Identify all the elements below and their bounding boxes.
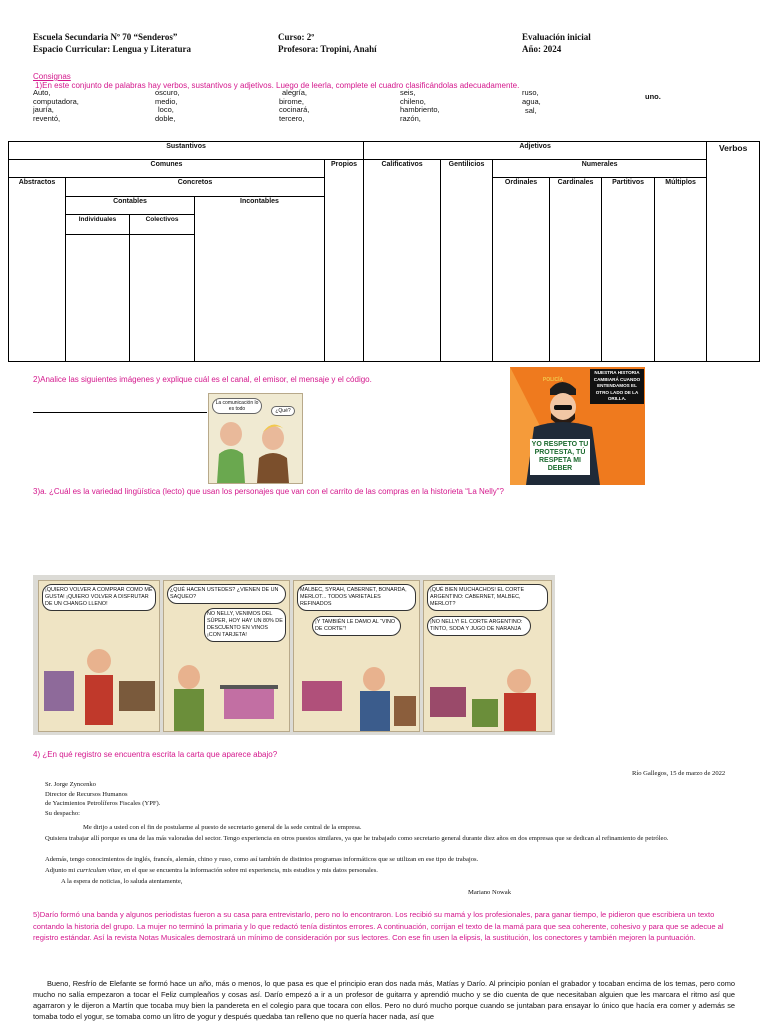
- header-multiplos: Múltiplos: [655, 178, 707, 362]
- header-contables: Contables: [66, 197, 195, 215]
- comic-art: [294, 661, 419, 731]
- word: medio,: [155, 96, 178, 106]
- word: chileno,: [400, 96, 426, 106]
- word-column-2: [155, 89, 180, 123]
- letter-paragraph: Me dirijo a usted con el fin de postularme al puesto de secretario general de la sede central de la empresa.: [83, 824, 362, 831]
- word: uno.: [645, 92, 661, 101]
- subject-name: Espacio Curricular: Lengua y Literatura: [33, 44, 191, 54]
- word: birome,: [279, 96, 305, 106]
- word: oscuro,: [155, 88, 180, 97]
- letter-recipient: [45, 780, 160, 818]
- question-4: 4) ¿En qué registro se encuentra escrita la carta que aparece abajo?: [33, 750, 278, 759]
- word: cocinará,: [279, 105, 310, 114]
- mother-text: Bueno, Resfrío de Elefante se formó hace un año, más o menos, lo que pasa es que el principio eran dos nada más, Matías y Darío. Al principio ponían el grabador y tocaban encima de los temas, pero como mucho no salía empezaron a tocar el Feliz cumpleaños y cosas así. Darío empezó a ir a un profesor de guitarra y aprendió mucho y se dio cuenta de que necesitaban alguien que les marcara el ritmo así que agarraron y le dijeron a Martín que tocaba muy bien la pandereta en el colegio para que tocara con ellos. Pero no duró mucho porque cuando se juntaban para ensayar lo único que hacía era comer y además se tomaba todo el yogur, se tomaba como un litro de yogur y después quedaba tan relleno que no quería hacer nada, así que: [33, 979, 735, 1021]
- comic-art: [39, 631, 159, 731]
- word: ruso,: [522, 88, 539, 97]
- word-column-3: [279, 89, 309, 123]
- letter-paragraph: [45, 866, 378, 876]
- year: Año: 2024: [522, 44, 562, 54]
- comic-panel-1: [38, 580, 160, 732]
- word: tercero,: [279, 113, 305, 123]
- letter-paragraph: Además, tengo conocimientos de inglés, francés, alemán, chino y ruso, como así también de distintos programas informáticos que se utilizan en ese tipo de trabajos.: [45, 856, 479, 863]
- comic-strip: [33, 575, 555, 735]
- word: sal,: [525, 105, 537, 115]
- police-poster: [510, 367, 645, 485]
- recipient-line: Director de Recursos Humanos: [45, 790, 128, 798]
- police-cap-label: POLICÍA: [542, 377, 564, 383]
- question-3: 3)a. ¿Cuál es la variedad lingüística (lecto) que usan los personajes que van con el carrito de las compras en la historieta “La Nelly”?: [33, 487, 504, 496]
- header-gentilicios: Gentilicios: [441, 160, 493, 362]
- question-2: 2)Analice las siguientes imágenes y explique cuál es el canal, el emisor, el mensaje y el código.: [33, 375, 372, 384]
- course: Curso: 2º: [278, 32, 315, 42]
- header-adjetivos: Adjetivos: [364, 142, 707, 160]
- communication-cartoon: [208, 393, 303, 484]
- header-cardinales: Cardinales: [550, 178, 602, 362]
- poster-banner: NUESTRA HISTORIA CAMBIARÁ CUANDO ENTENDAMOS EL OTRO LADO DE LA ORILLA.: [590, 369, 644, 404]
- speech-bubble: ¿QUÉ HACEN USTEDES? ¿VIENEN DE UN SAQUEO?: [167, 584, 286, 604]
- letter-paragraph: Quisiera trabajar allí porque es una de las más valoradas del sector. Tengo experiencia en otros puestos similares, ya que he trabajado como secretario general durante diez años en dos empresas que se dedican al refinamiento de petróleo.: [45, 835, 669, 842]
- recipient-line: de Yacimientos Petrolíferos Fiscales (YPF).: [45, 800, 161, 808]
- comic-panel-2: [163, 580, 290, 732]
- word: jauría,: [33, 105, 54, 114]
- question-1: 1)En este conjunto de palabras hay verbos, sustantivos y adjetivos. Luego de leerla, complete el cuadro clasificándolas adecuadamente.: [35, 81, 520, 90]
- word: razón,: [400, 113, 421, 123]
- school-name: Escuela Secundaria Nº 70 “Senderos”: [33, 32, 178, 42]
- text: , en el que se encuentra la información sobre mi experiencia, mis estudios y mis datos personales.: [120, 867, 378, 874]
- speech-bubble: ¡QUÉ BIEN MUCHACHOS! EL CORTE ARGENTINO: CABERNET, MALBEC, MERLOT?: [427, 584, 548, 611]
- header-comunes: Comunes: [9, 160, 325, 178]
- word: doble,: [155, 113, 176, 123]
- protest-sign: YO RESPETO TU PROTESTA, TÚ RESPETA MI DEBER: [530, 439, 590, 475]
- recipient-line: Sr. Jorge Zyncenko: [45, 781, 96, 788]
- header-propios: Propios: [325, 160, 364, 362]
- word-column-1: [33, 89, 79, 123]
- text: Adjunto mi: [45, 867, 76, 874]
- letter-signature: Mariano Nowak: [468, 889, 512, 896]
- comic-panel-3: [293, 580, 420, 732]
- speech-bubble: ¡QUIERO VOLVER A COMPRAR COMO ME GUSTA! ¡QUIERO VOLVER A DISFRUTAR DE UN CHANGO LLENO!: [42, 584, 156, 611]
- evaluation-title: Evaluación inicial: [522, 32, 591, 42]
- speech-bubble: ¿Qué?: [271, 406, 295, 416]
- header-colectivos: Colectivos: [130, 215, 195, 235]
- speech-bubble: ¡NO NELLY! EL CORTE ARGENTINO: TINTO, SODA Y JUGO DE NARANJA: [427, 616, 531, 636]
- header-sustantivos: Sustantivos: [9, 142, 364, 160]
- answer-line: [33, 412, 207, 413]
- teacher: Profesora: Tropini, Anahí: [278, 44, 377, 54]
- word: loco,: [158, 105, 174, 114]
- cell-individuales[interactable]: [66, 235, 130, 362]
- cell-colectivos[interactable]: [130, 235, 195, 362]
- speech-bubble: ¡Y TAMBIÉN LE DAMO AL “VINO DE CORTE”!: [312, 616, 401, 636]
- speech-bubble: La comunicación lo es todo: [212, 398, 262, 414]
- letter-closing: A la espera de noticias, lo saluda atentamente,: [61, 878, 183, 885]
- word-column-4: [400, 89, 440, 123]
- header-concretos: Concretos: [66, 178, 325, 197]
- word-column-5: [522, 89, 541, 115]
- word: alegría,: [282, 88, 308, 97]
- text: curriculum vitae: [76, 867, 121, 874]
- word: hambriento,: [400, 105, 440, 114]
- word: computadora,: [33, 96, 79, 106]
- classification-table: [8, 141, 760, 362]
- header-incontables: Incontables: [195, 197, 325, 362]
- header-abstractos: Abstractos: [9, 178, 66, 362]
- header-individuales: Individuales: [66, 215, 130, 235]
- comic-art: [164, 659, 289, 731]
- question-5: 5)Darío formó una banda y algunos periodistas fueron a su casa para entrevistarlo, pero no lo encontraron. Los recibió su mamá y los profesionales, para ganar tiempo, le pidieron que escribiera un texto contando la historia del grupo. La mujer no terminó la primaria y lo que redactó tenía distintos errores. A continuación, corrijan el texto de la mamá para que sea coherente, cohesivo y para que se adecue al registro estándar. Así la revista Notas Musicales demostrará un mínimo de consideración por sus lectores. Con ese fin usen la elipsis, la sustitución, los conectores y también mejoren la puntuación.: [33, 910, 724, 942]
- word: seis,: [400, 88, 416, 97]
- word: Auto,: [33, 88, 51, 97]
- word: reventó,: [33, 113, 61, 123]
- header-calificativos: Calificativos: [364, 160, 441, 362]
- consignas-label: Consignas: [33, 72, 71, 81]
- comic-panel-4: [423, 580, 552, 732]
- recipient-line: Su despacho:: [45, 809, 80, 817]
- speech-bubble: NO NELLY, VENIMOS DEL SÚPER, HOY HAY UN 80% DE DESCUENTO EN VINOS ¡CON TARJETA!: [204, 608, 286, 642]
- header-numerales: Numerales: [493, 160, 707, 178]
- letter-date: Río Gallegos, 15 de marzo de 2022: [632, 770, 726, 777]
- speech-bubble: MALBEC, SYRAH, CABERNET, BONARDA, MERLOT... TODOS VARIETALES REFINADOS: [297, 584, 416, 611]
- comic-art: [424, 663, 551, 731]
- header-partitivos: Partitivos: [602, 178, 655, 362]
- word: agua,: [522, 97, 541, 106]
- header-ordinales: Ordinales: [493, 178, 550, 362]
- header-verbos: Verbos: [707, 142, 760, 362]
